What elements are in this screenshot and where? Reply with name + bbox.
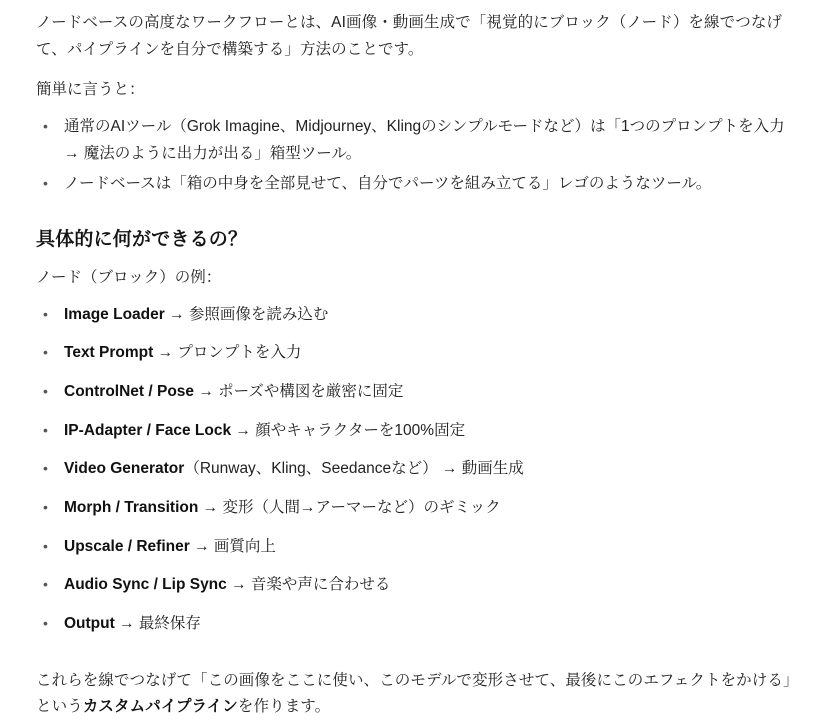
node-description: 画質向上 bbox=[213, 537, 276, 555]
node-name: Image Loader bbox=[64, 305, 165, 323]
intro-paragraph: ノードベースの高度なワークフローとは、AI画像・動画生成で「視覚的にブロック（ノード）を線でつなげて、パイプラインを自分で構築する」方法のことです。 bbox=[36, 14, 783, 58]
node-name: Video Generator bbox=[64, 460, 185, 478]
node-description: 変形（人間→アーマーなど）のギミック bbox=[222, 498, 501, 516]
simple-points-list bbox=[36, 114, 795, 198]
simple-lead-in: 簡単に言うと： bbox=[36, 81, 145, 99]
node-arrow: → bbox=[164, 305, 189, 323]
closing-text-pre: これらを線でつなげて「この画像をここに使い、このモデルで変形させて、最後にこのエフェクトをかける」という bbox=[36, 671, 791, 716]
node-name: Audio Sync / Lip Sync bbox=[64, 576, 227, 594]
list-item bbox=[36, 418, 795, 445]
list-item bbox=[36, 114, 795, 167]
closing-paragraph bbox=[36, 668, 795, 721]
node-description: プロンプトを入力 bbox=[177, 344, 302, 362]
closing-text-emphasis: カスタムパイプライン bbox=[82, 698, 238, 716]
node-description: ポーズや構図を厳密に固定 bbox=[218, 382, 404, 400]
list-item bbox=[36, 572, 795, 599]
node-arrow: → bbox=[114, 614, 139, 632]
node-arrow: → bbox=[198, 498, 223, 516]
spacer bbox=[36, 652, 795, 668]
node-example-list bbox=[36, 302, 795, 638]
node-lead-in: ノード（ブロック）の例： bbox=[36, 268, 222, 286]
closing-text-post: を作ります。 bbox=[237, 698, 331, 716]
node-name: Upscale / Refiner bbox=[64, 537, 190, 555]
list-item bbox=[36, 302, 795, 329]
list-item bbox=[36, 495, 795, 522]
node-description: 動画生成 bbox=[461, 460, 524, 478]
node-description: 音楽や声に合わせる bbox=[250, 576, 391, 594]
list-item-text: 通常のAIツール（Grok Imagine、Midjourney、Klingのシンプルモードなど）は「1つのプロンプトを入力 → 魔法のように出力が出る」箱型ツール。 bbox=[64, 117, 785, 162]
list-item bbox=[36, 171, 795, 198]
list-item bbox=[36, 611, 795, 638]
node-name: Output bbox=[64, 614, 115, 632]
node-arrow: （Runway、Kling、Seedanceなど） → bbox=[184, 460, 462, 478]
node-arrow: → bbox=[194, 382, 219, 400]
node-description: 参照画像を読み込む bbox=[188, 305, 329, 323]
list-item bbox=[36, 340, 795, 367]
list-item bbox=[36, 534, 795, 561]
list-item-text: ノードベースは「箱の中身を全部見せて、自分でパーツを組み立てる」レゴのようなツール。 bbox=[64, 175, 712, 193]
node-name: ControlNet / Pose bbox=[64, 382, 195, 400]
node-description: 最終保存 bbox=[138, 614, 201, 632]
node-name: IP-Adapter / Face Lock bbox=[64, 421, 232, 439]
list-item bbox=[36, 379, 795, 406]
node-name: Morph / Transition bbox=[64, 498, 199, 516]
section-heading: 具体的に何ができるの？ bbox=[36, 228, 248, 250]
node-arrow: → bbox=[189, 537, 214, 555]
node-name: Text Prompt bbox=[64, 344, 154, 362]
node-arrow: → bbox=[231, 421, 256, 439]
node-description: 顔やキャラクターを100%固定 bbox=[255, 421, 466, 439]
node-arrow: → bbox=[153, 344, 178, 362]
list-item bbox=[36, 456, 795, 483]
node-arrow: → bbox=[226, 576, 251, 594]
